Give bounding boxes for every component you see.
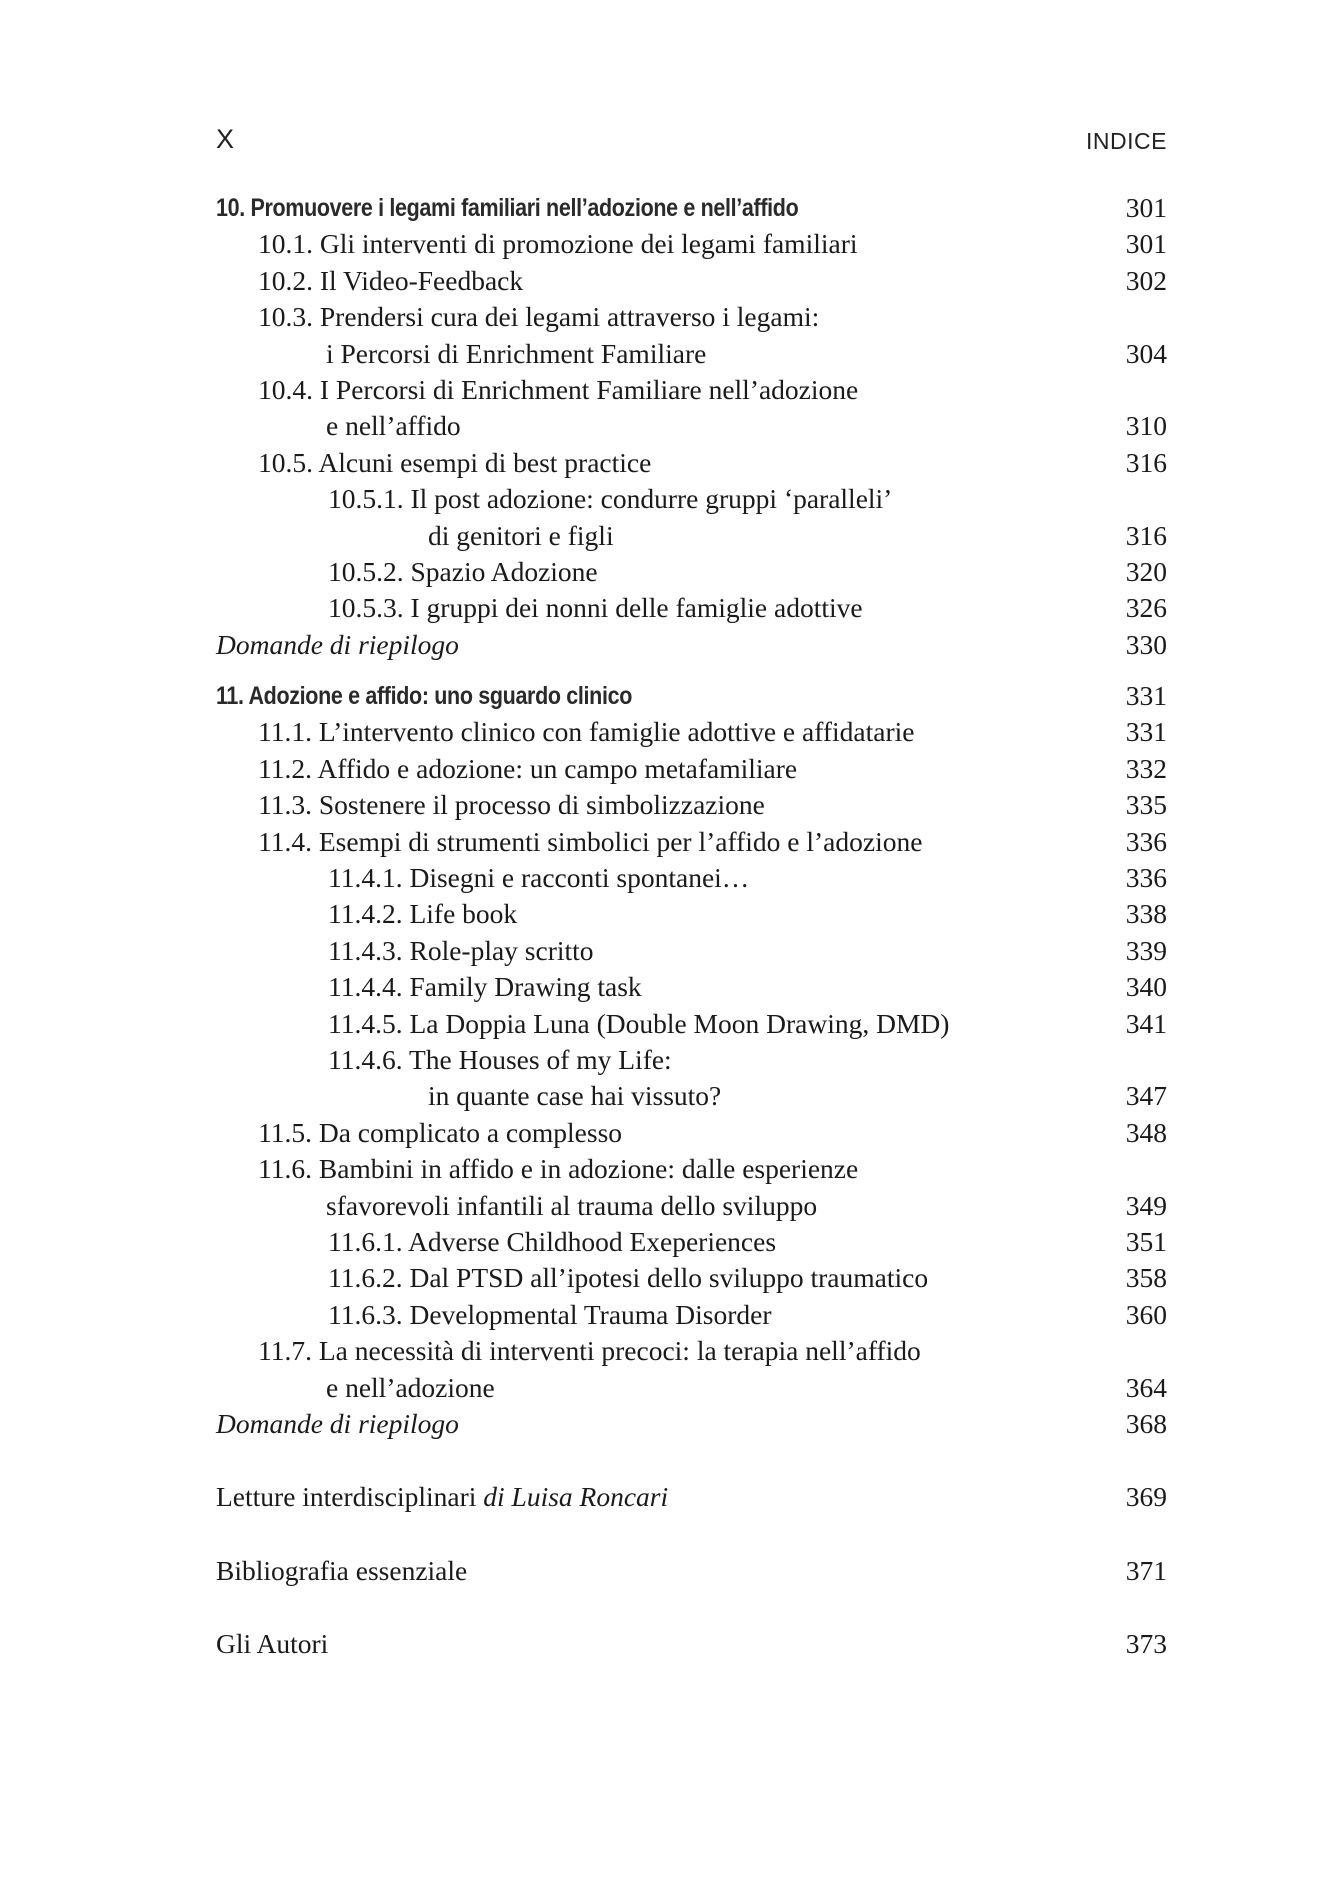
entry-label-continued: e nell’adozione xyxy=(326,1371,495,1403)
table-of-contents xyxy=(216,190,1167,1662)
entry-label: 11.4.6. The Houses of my Life: xyxy=(328,1043,672,1075)
entry-label: 11.4.4. Family Drawing task xyxy=(328,971,642,1003)
entry-label: 11.6.1. Adverse Childhood Exeperiences xyxy=(328,1225,777,1257)
page-number: 335 xyxy=(1125,789,1167,821)
toc-entry-11-6-2[interactable] xyxy=(216,1260,1167,1296)
entry-author: di Luisa Roncari xyxy=(483,1481,669,1513)
page-number: 301 xyxy=(1125,192,1167,223)
entry-label: 10.1. Gli interventi di promozione dei legami familiari xyxy=(258,228,858,260)
entry-label: 10.5.3. I gruppi dei nonni delle famiglie adottive xyxy=(328,592,863,624)
toc-entry-10-5-2[interactable] xyxy=(216,554,1167,590)
page-number: 348 xyxy=(1125,1116,1167,1148)
toc-entry-10-5[interactable] xyxy=(216,445,1167,481)
page-number: 320 xyxy=(1125,555,1167,587)
running-head xyxy=(216,121,1167,157)
toc-entry-11-4-5[interactable] xyxy=(216,1006,1167,1042)
spacer xyxy=(216,1516,1167,1553)
entry-label: Gli Autori xyxy=(216,1628,329,1660)
page-number: 332 xyxy=(1125,752,1167,784)
toc-entry-10-5-3[interactable] xyxy=(216,590,1167,626)
entry-label: 11.6.2. Dal PTSD all’ipotesi dello sviluppo traumatico xyxy=(328,1262,929,1294)
entry-title: Letture interdisciplinari xyxy=(216,1481,477,1513)
toc-entry-bibliografia[interactable] xyxy=(216,1553,1167,1589)
toc-chapter-10[interactable] xyxy=(216,190,1167,226)
spacer xyxy=(216,1589,1167,1626)
toc-entry-10-5-1[interactable] xyxy=(216,481,1167,517)
entry-label: 11.3. Sostenere il processo di simbolizzazione xyxy=(258,789,765,821)
entry-label: 11.4. Esempi di strumenti simbolici per l’affido e l’adozione xyxy=(258,825,923,857)
chapter-title: 11. Adozione e affido: uno sguardo clinico xyxy=(216,682,632,711)
toc-entry-10-4[interactable] xyxy=(216,372,1167,408)
toc-entry-autori[interactable] xyxy=(216,1626,1167,1662)
page-number: 373 xyxy=(1125,1628,1167,1660)
entry-label: 10.5.2. Spazio Adozione xyxy=(328,555,598,587)
entry-label: 11.4.1. Disegni e racconti spontanei… xyxy=(328,862,750,894)
entry-label: 11.4.5. La Doppia Luna (Double Moon Drawing, DMD) xyxy=(328,1007,950,1039)
page-number: 316 xyxy=(1125,446,1167,478)
entry-label: 11.6. Bambini in affido e in adozione: dalle esperienze xyxy=(258,1153,859,1185)
page-number: 336 xyxy=(1125,825,1167,857)
page-number: 369 xyxy=(1125,1481,1167,1513)
page-number: 371 xyxy=(1125,1554,1167,1586)
page-number: 349 xyxy=(1125,1189,1167,1221)
entry-label-continued: di genitori e figli xyxy=(428,519,614,551)
entry-label-continued: e nell’affido xyxy=(326,410,461,442)
page-number: 360 xyxy=(1125,1298,1167,1330)
page-number: 302 xyxy=(1125,264,1167,296)
spacer xyxy=(216,1442,1167,1479)
page-number: 364 xyxy=(1125,1371,1167,1403)
running-head-title: INDICE xyxy=(1086,128,1167,154)
page-number: 304 xyxy=(1125,337,1167,369)
spacer xyxy=(216,663,1167,678)
page-number: 351 xyxy=(1125,1225,1167,1257)
entry-label-continued: sfavorevoli infantili al trauma dello sviluppo xyxy=(326,1189,818,1221)
entry-label: 11.6.3. Developmental Trauma Disorder xyxy=(328,1298,772,1330)
entry-label: Domande di riepilogo xyxy=(216,628,459,660)
toc-entry-11-6-3[interactable] xyxy=(216,1297,1167,1333)
page-number: 326 xyxy=(1125,592,1167,624)
entry-label: 11.4.2. Life book xyxy=(328,898,518,930)
chapter-title: 10. Promuovere i legami familiari nell’adozione e nell’affido xyxy=(216,194,799,222)
entry-label: Domande di riepilogo xyxy=(216,1407,459,1439)
toc-entry-11-6-1[interactable] xyxy=(216,1224,1167,1260)
toc-entry-11-3[interactable] xyxy=(216,787,1167,823)
toc-entry-11-7[interactable] xyxy=(216,1333,1167,1369)
page-number: 330 xyxy=(1125,628,1167,660)
page-number: 331 xyxy=(1125,716,1167,748)
page-folio: X xyxy=(216,124,235,154)
page-number: 338 xyxy=(1125,898,1167,930)
toc-entry-review-10[interactable] xyxy=(216,627,1167,663)
page-number: 301 xyxy=(1125,228,1167,260)
toc-entry-10-2[interactable] xyxy=(216,263,1167,299)
page-number: 347 xyxy=(1125,1080,1167,1112)
entry-label: 11.4.3. Role-play scritto xyxy=(328,934,594,966)
entry-label: 11.7. La necessità di interventi precoci: la terapia nell’affido xyxy=(258,1335,921,1367)
page-number: 368 xyxy=(1125,1407,1167,1439)
toc-entry-11-5[interactable] xyxy=(216,1115,1167,1151)
toc-entry-11-2[interactable] xyxy=(216,751,1167,787)
toc-entry-review-11[interactable] xyxy=(216,1406,1167,1442)
page-number: 310 xyxy=(1125,410,1167,442)
toc-entry-11-7-cont[interactable] xyxy=(216,1370,1167,1406)
toc-entry-11-6-cont[interactable] xyxy=(216,1188,1167,1224)
entry-label: 10.4. I Percorsi di Enrichment Familiare nell’adozione xyxy=(258,373,859,405)
entry-label-continued: i Percorsi di Enrichment Familiare xyxy=(326,337,707,369)
toc-entry-11-4[interactable] xyxy=(216,824,1167,860)
page-number: 358 xyxy=(1125,1262,1167,1294)
toc-entry-11-4-1[interactable] xyxy=(216,860,1167,896)
toc-entry-11-4-6-cont[interactable] xyxy=(216,1078,1167,1114)
toc-entry-11-6[interactable] xyxy=(216,1151,1167,1187)
toc-entry-11-4-3[interactable] xyxy=(216,933,1167,969)
entry-label: 10.5. Alcuni esempi di best practice xyxy=(258,446,652,478)
entry-label: 10.2. Il Video-Feedback xyxy=(258,264,524,296)
page-number: 331 xyxy=(1125,680,1167,712)
entry-label: 11.5. Da complicato a complesso xyxy=(258,1116,623,1148)
entry-label: Bibliografia essenziale xyxy=(216,1554,468,1586)
entry-label xyxy=(216,1479,668,1515)
toc-entry-11-4-4[interactable] xyxy=(216,969,1167,1005)
page-number: 316 xyxy=(1125,519,1167,551)
page-number: 340 xyxy=(1125,971,1167,1003)
toc-entry-letture[interactable] xyxy=(216,1479,1167,1515)
toc-entry-10-3[interactable] xyxy=(216,299,1167,335)
toc-entry-10-4-cont[interactable] xyxy=(216,408,1167,444)
page-number: 339 xyxy=(1125,934,1167,966)
toc-entry-11-4-6[interactable] xyxy=(216,1042,1167,1078)
toc-entry-10-1[interactable] xyxy=(216,226,1167,262)
toc-entry-10-5-1-cont[interactable] xyxy=(216,518,1167,554)
entry-label: 10.3. Prendersi cura dei legami attraverso i legami: xyxy=(258,301,820,333)
entry-label: 10.5.1. Il post adozione: condurre gruppi ‘paralleli’ xyxy=(328,483,893,515)
entry-label: 11.2. Affido e adozione: un campo metafamiliare xyxy=(258,752,798,784)
toc-chapter-11[interactable] xyxy=(216,678,1167,714)
page-number: 341 xyxy=(1125,1007,1167,1039)
toc-entry-11-1[interactable] xyxy=(216,714,1167,750)
toc-entry-11-4-2[interactable] xyxy=(216,896,1167,932)
page-number: 336 xyxy=(1125,862,1167,894)
toc-entry-10-3-cont[interactable] xyxy=(216,336,1167,372)
entry-label-continued: in quante case hai vissuto? xyxy=(428,1080,722,1112)
entry-label: 11.1. L’intervento clinico con famiglie adottive e affidatarie xyxy=(258,716,915,748)
